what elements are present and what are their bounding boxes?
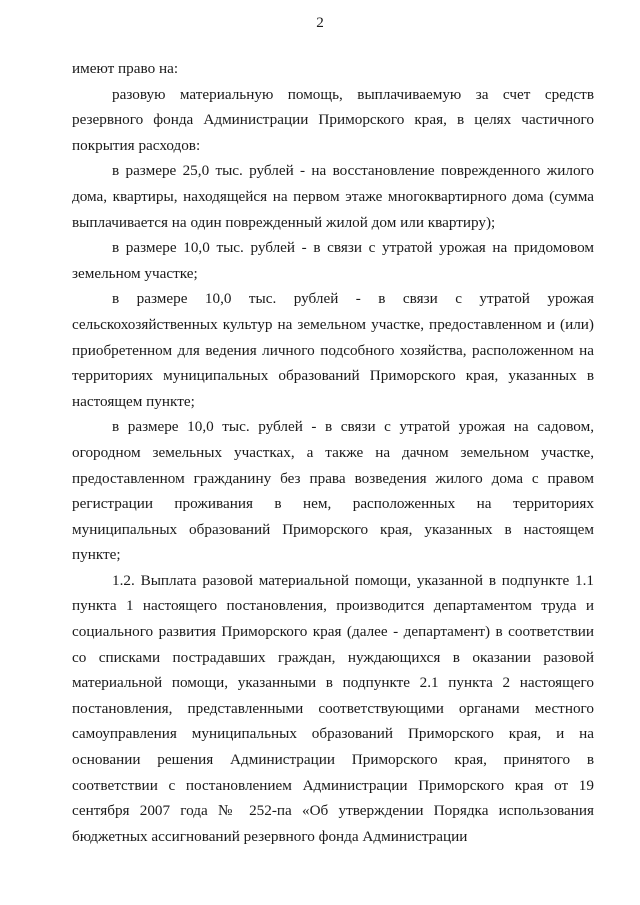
paragraph-amount-10-house: в размере 10,0 тыс. рублей - в связи с утратой урожая на придомовом земельном участке;	[72, 239, 594, 282]
paragraph-amount-10-farm: в размере 10,0 тыс. рублей - в связи с утратой урожая сельскохозяйственных культур на земельном участке, предоставленном и (или) приобретенном для ведения личного подсобного хозяйства, расположенном на территориях муниципальных образований Приморского края, указанных в настоящем пункте;	[72, 290, 594, 410]
page-number: 2	[316, 14, 324, 31]
paragraph-one-time-aid: разовую материальную помощь, выплачиваемую за счет средств резервного фонда Администрации Приморского края, в целях частичного покрытия расходов:	[72, 85, 594, 154]
paragraph-intro: имеют право на:	[72, 60, 179, 77]
document-body	[72, 56, 594, 849]
paragraph-amount-25: в размере 25,0 тыс. рублей - на восстановление поврежденного жилого дома, квартиры, находящейся на первом этаже многоквартирного дома (сумма выплачивается на один поврежденный жилой дом или квартиру);	[72, 162, 594, 231]
paragraph-clause-1-2: 1.2. Выплата разовой материальной помощи, указанной в подпункте 1.1 пункта 1 настоящего постановления, производится департаментом труда и социального развития Приморского края (далее - департамент) в соответствии со списками пострадавших граждан, нуждающихся в оказании разовой материальной помощи, указанными в подпункте 2.1 пункта 2 настоящего постановления, представленными соответствующими органами местного самоуправления муниципальных образований Приморского края, и на основании решения Администрации Приморского края, принятого в соответствии с постановлением Администрации Приморского края от 19 сентября 2007 года № 252-па «Об утверждении Порядка использования бюджетных ассигнований резервного фонда Администрации	[72, 571, 594, 845]
paragraph-amount-10-garden: в размере 10,0 тыс. рублей - в связи с утратой урожая на садовом, огородном земельных участках, а также на дачном земельном участке, предоставленном гражданину без права возведения жилого дома с правом регистрации проживания в нем, расположенных на территориях муниципальных образований Приморского края, указанных в настоящем пункте;	[72, 418, 594, 564]
